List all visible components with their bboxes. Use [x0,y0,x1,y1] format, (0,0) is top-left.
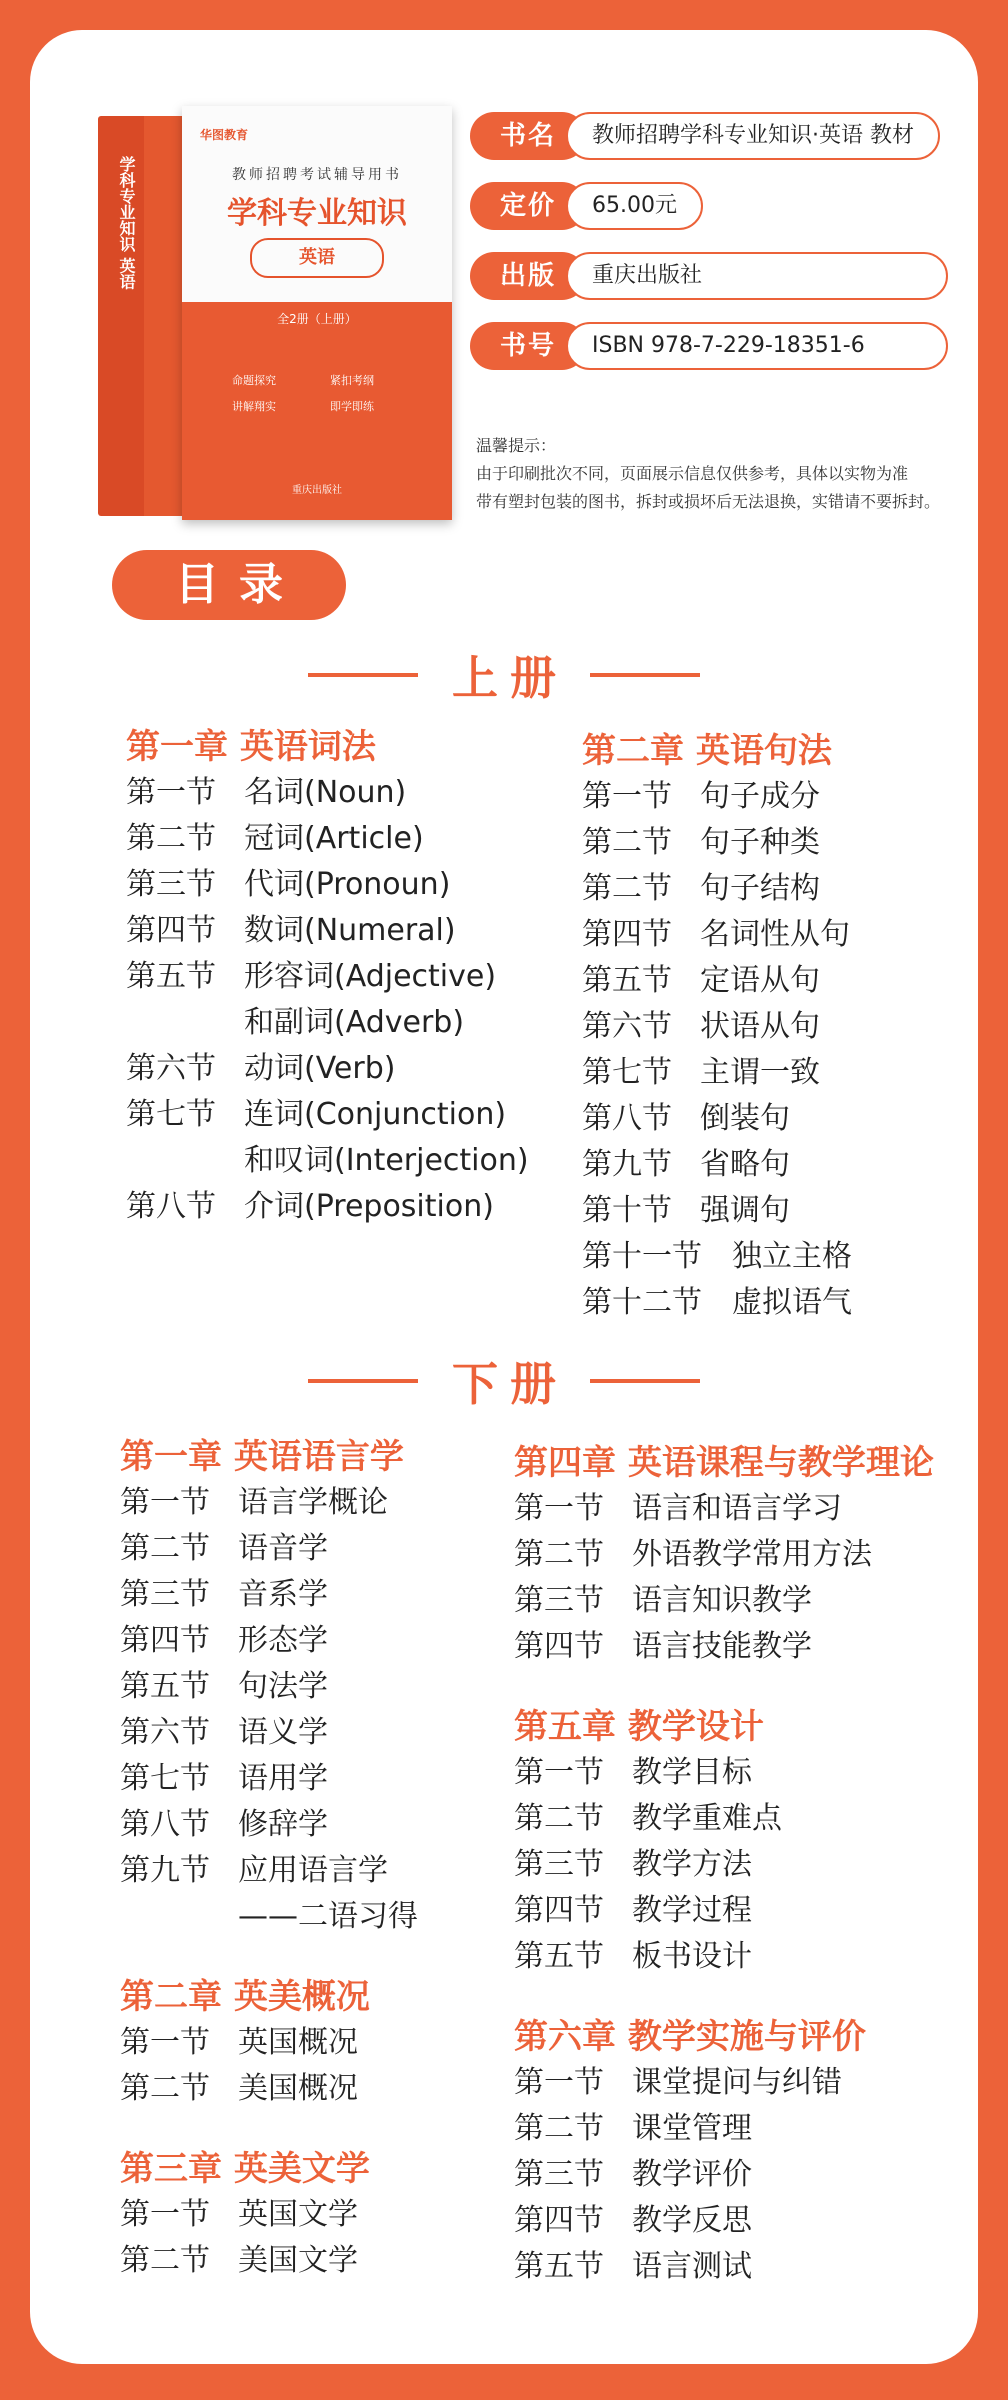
chapter-title: 第六章 教学实施与评价 [514,2017,866,2057]
section-item [582,958,852,1004]
section-title: 修辞学 [238,1807,328,1842]
section-number: 第七节 [126,1097,216,1132]
section-number: 第二节 [120,2071,210,2106]
section-item [514,1842,934,1888]
section-number: 第四节 [120,1623,210,1658]
section-number: 第四节 [126,913,216,948]
section-title: 教学重难点 [632,1801,782,1836]
section-item [120,1664,418,1710]
chapter-title: 第二章 英语句法 [582,731,832,771]
notice-title: 温馨提示： [476,436,557,455]
section-number: 第一节 [120,2197,210,2232]
section-title: 形容词(Adjective) [244,959,497,994]
section-item [126,862,529,908]
section-number: 第二节 [582,871,672,906]
section-item [514,1532,934,1578]
section-item [582,866,852,912]
chapter-title: 第一章 英语语言学 [120,1437,404,1477]
book-spine-2 [144,116,184,516]
section-number: 第二节 [514,2111,604,2146]
section-item [582,1004,852,1050]
volume-heading-1 [30,642,978,705]
chapter-gap [120,1940,418,1974]
section-title: ——二语习得 [238,1899,418,1934]
section-number: 第二节 [582,825,672,860]
section-title: 名词(Noun) [244,775,407,810]
chapter-gap [514,1980,934,2014]
section-item [514,2106,934,2152]
section-number: 第二节 [126,821,216,856]
section-item [120,2066,418,2112]
section-number: 第四节 [514,1629,604,1664]
section-title: 主谓一致 [700,1055,820,1090]
section-item [514,2060,934,2106]
section-title: 教学反思 [632,2203,752,2238]
section-title: 强调句 [700,1193,790,1228]
section-item [126,1000,529,1046]
info-label: 书号 [470,322,586,370]
section-item [514,1888,934,1934]
section-number: 第十二节 [582,1285,702,1320]
section-title: 省略句 [700,1147,790,1182]
section-title: 和叹词(Interjection) [244,1143,529,1178]
section-item [126,816,529,862]
section-item [120,2238,418,2284]
section-title: 句法学 [238,1669,328,1704]
info-label: 定价 [470,182,586,230]
divider [308,673,418,677]
section-title: 教学目标 [632,1755,752,1790]
section-item [582,774,852,820]
chapter-gap [120,2112,418,2146]
section-title: 数词(Numeral) [244,913,456,948]
chapter-title: 第三章 英美文学 [120,2149,370,2189]
section-number: 第五节 [126,959,216,994]
chapter-title: 第五章 教学设计 [514,1707,764,1747]
section-title: 语音学 [238,1531,328,1566]
notice-line: 由于印刷批次不同，页面展示信息仅供参考，具体以实物为准 [476,464,909,483]
section-item [120,1710,418,1756]
section-title: 代词(Pronoun) [244,867,451,902]
section-title: 课堂提问与纠错 [632,2065,842,2100]
section-number: 第三节 [514,1583,604,1618]
divider [308,1379,418,1383]
section-number: 第一节 [582,779,672,814]
section-number: 第五节 [120,1669,210,1704]
chapter-gap [514,1670,934,1704]
section-item [120,1894,418,1940]
section-title: 句子结构 [700,871,820,906]
publisher-logo: 华图教育 [200,128,249,142]
section-number: 第三节 [126,867,216,902]
feature-1: 命题探究 [232,374,276,387]
feature-3: 讲解翔实 [232,400,276,413]
section-title: 语言和语言学习 [632,1491,842,1526]
section-number: 第九节 [120,1853,210,1888]
info-value: 教师招聘学科专业知识·英语 教材 [566,112,940,160]
section-number: 第四节 [514,2203,604,2238]
section-number: 第九节 [582,1147,672,1182]
chapter-title: 第二章 英美概况 [120,1977,370,2017]
section-item [126,770,529,816]
info-isbn-row [470,322,952,370]
toc-title: 目录 [112,550,346,620]
section-item [120,1572,418,1618]
section-item [582,820,852,866]
section-item [126,1184,529,1230]
section-item [582,1142,852,1188]
section-item [514,1934,934,1980]
section-title: 倒装句 [700,1101,790,1136]
section-item [126,1046,529,1092]
info-label: 出版 [470,252,586,300]
section-number: 第八节 [582,1101,672,1136]
section-title: 课堂管理 [632,2111,752,2146]
section-item [126,1092,529,1138]
section-number: 第一节 [514,1755,604,1790]
section-title: 语义学 [238,1715,328,1750]
section-title: 形态学 [238,1623,328,1658]
section-number: 第二节 [514,1801,604,1836]
section-title: 教学方法 [632,1847,752,1882]
section-item [120,1802,418,1848]
section-title: 美国文学 [238,2243,358,2278]
section-item [582,1188,852,1234]
vol1-left-column [126,724,529,1230]
section-item [514,2244,934,2290]
section-number: 第三节 [120,1577,210,1612]
vol1-right-column [582,728,852,1326]
notice-line: 带有塑封包装的图书，拆封或损坏后无法退换，实错请不要拆封。 [476,492,941,511]
feature-4: 即学即练 [330,400,374,413]
section-title: 教学评价 [632,2157,752,2192]
section-item [120,2192,418,2238]
section-item [582,1280,852,1326]
spine-title: 学科专业知识 英语 [117,156,136,290]
section-number: 第四节 [514,1893,604,1928]
section-item [514,1578,934,1624]
book-volume: 全2册（上册） [277,312,357,326]
divider [590,1379,700,1383]
section-number: 第三节 [514,2157,604,2192]
section-title: 教学过程 [632,1893,752,1928]
section-title: 冠词(Article) [244,821,424,856]
section-title: 英国概况 [238,2025,358,2060]
section-item [582,1234,852,1280]
section-item [120,1618,418,1664]
info-value: 65.00元 [566,182,703,230]
section-item [126,908,529,954]
section-number: 第三节 [514,1847,604,1882]
section-number: 第一节 [514,2065,604,2100]
section-title: 板书设计 [632,1939,752,1974]
section-item [514,2198,934,2244]
section-item [120,1526,418,1572]
section-number: 第六节 [126,1051,216,1086]
section-number: 第四节 [582,917,672,952]
section-item [582,912,852,958]
feature-2: 紧扣考纲 [330,374,374,387]
book-front-cover [182,106,452,520]
section-title: 名词性从句 [700,917,850,952]
section-title: 语言技能教学 [632,1629,812,1664]
book-series: 教师招聘考试辅导用书 [232,167,402,183]
section-title: 语言学概论 [238,1485,388,1520]
section-number: 第六节 [120,1715,210,1750]
volume-title: 上册 [452,651,568,705]
volume-title: 下册 [452,1357,568,1411]
book-spine [98,116,144,516]
info-title-row [470,112,952,160]
section-title: 虚拟语气 [732,1285,852,1320]
cover-publisher: 重庆出版社 [292,485,342,496]
section-number: 第二节 [120,2243,210,2278]
section-number: 第一节 [120,2025,210,2060]
section-number: 第六节 [582,1009,672,1044]
section-item [514,1486,934,1532]
cover-lower-panel [182,302,452,520]
section-number: 第五节 [582,963,672,998]
info-publisher-row [470,252,952,300]
section-number: 第一节 [514,1491,604,1526]
section-number: 第五节 [514,2249,604,2284]
book-title: 学科专业知识 [227,196,407,231]
section-title: 句子成分 [700,779,820,814]
book-subject: 英语 [250,238,384,278]
section-item [120,1848,418,1894]
section-title: 外语教学常用方法 [632,1537,872,1572]
section-number: 第七节 [120,1761,210,1796]
divider [590,673,700,677]
notice [476,432,1008,516]
section-title: 句子种类 [700,825,820,860]
section-title: 应用语言学 [238,1853,388,1888]
section-title: 美国概况 [238,2071,358,2106]
chapter-title: 第四章 英语课程与教学理论 [514,1443,934,1483]
section-title: 连词(Conjunction) [244,1097,507,1132]
section-item [514,1750,934,1796]
section-item [126,1138,529,1184]
vol2-right-column [514,1440,934,2290]
section-item [120,1756,418,1802]
chapter-title: 第一章 英语词法 [126,727,376,767]
section-number: 第八节 [120,1807,210,1842]
section-item [514,1624,934,1670]
section-item [582,1096,852,1142]
section-number: 第一节 [126,775,216,810]
section-title: 独立主格 [732,1239,852,1274]
section-number: 第五节 [514,1939,604,1974]
section-title: 动词(Verb) [244,1051,396,1086]
volume-heading-2 [30,1348,978,1411]
info-value: 重庆出版社 [566,252,948,300]
info-label: 书名 [470,112,586,160]
section-title: 英国文学 [238,2197,358,2232]
section-item [126,954,529,1000]
section-number: 第二节 [120,1531,210,1566]
section-item [514,1796,934,1842]
vol2-left-column [120,1434,418,2284]
section-number: 第八节 [126,1189,216,1224]
section-number: 第七节 [582,1055,672,1090]
section-item [120,1480,418,1526]
section-item [514,2152,934,2198]
info-price-row [470,182,770,230]
section-title: 语言知识教学 [632,1583,812,1618]
section-title: 和副词(Adverb) [244,1005,465,1040]
section-title: 音系学 [238,1577,328,1612]
section-item [582,1050,852,1096]
content-card [30,30,978,2364]
section-title: 介词(Preposition) [244,1189,494,1224]
section-title: 定语从句 [700,963,820,998]
info-value: ISBN 978-7-229-18351-6 [566,322,948,370]
section-number: 第十节 [582,1193,672,1228]
section-item [120,2020,418,2066]
section-number: 第一节 [120,1485,210,1520]
book-cover-image [70,90,450,530]
section-title: 语言测试 [632,2249,752,2284]
section-title: 状语从句 [700,1009,820,1044]
section-number: 第十一节 [582,1239,702,1274]
section-number: 第二节 [514,1537,604,1572]
section-title: 语用学 [238,1761,328,1796]
